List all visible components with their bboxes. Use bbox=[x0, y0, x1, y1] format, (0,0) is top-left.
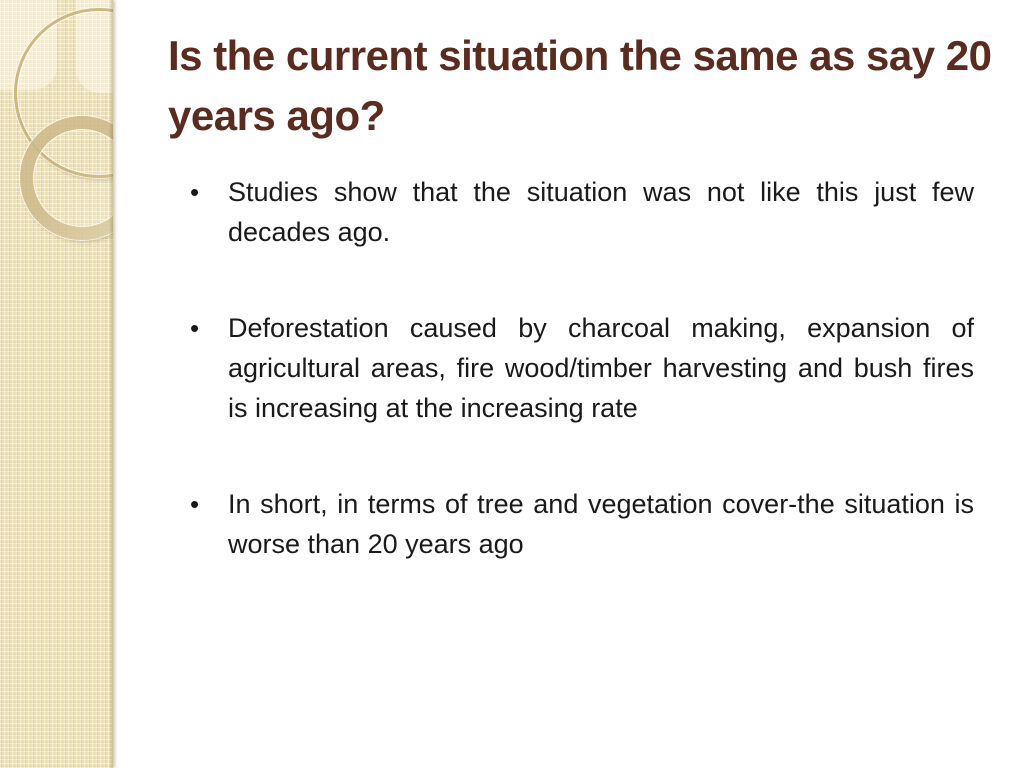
decorative-sidebar bbox=[0, 0, 113, 768]
list-item bbox=[190, 484, 980, 564]
list-item bbox=[190, 308, 980, 428]
bullet-point-icon: • bbox=[190, 489, 200, 519]
bullet-text: Studies show that the situation was not like this just few decades ago. bbox=[228, 177, 974, 247]
bullet-point-icon: • bbox=[190, 177, 200, 207]
slide-title: Is the current situation the same as say 20 years ago? bbox=[168, 32, 992, 139]
list-item bbox=[190, 172, 980, 252]
bullet-point-icon: • bbox=[190, 313, 200, 343]
bullet-text: Deforestation caused by charcoal making, expansion of agricultural areas, fire wood/timber harvesting and bush fires is increasing at the increasing rate bbox=[228, 313, 974, 423]
bullet-list bbox=[190, 172, 980, 620]
bullet-text: In short, in terms of tree and vegetation cover-the situation is worse than 20 years ago bbox=[228, 489, 974, 559]
